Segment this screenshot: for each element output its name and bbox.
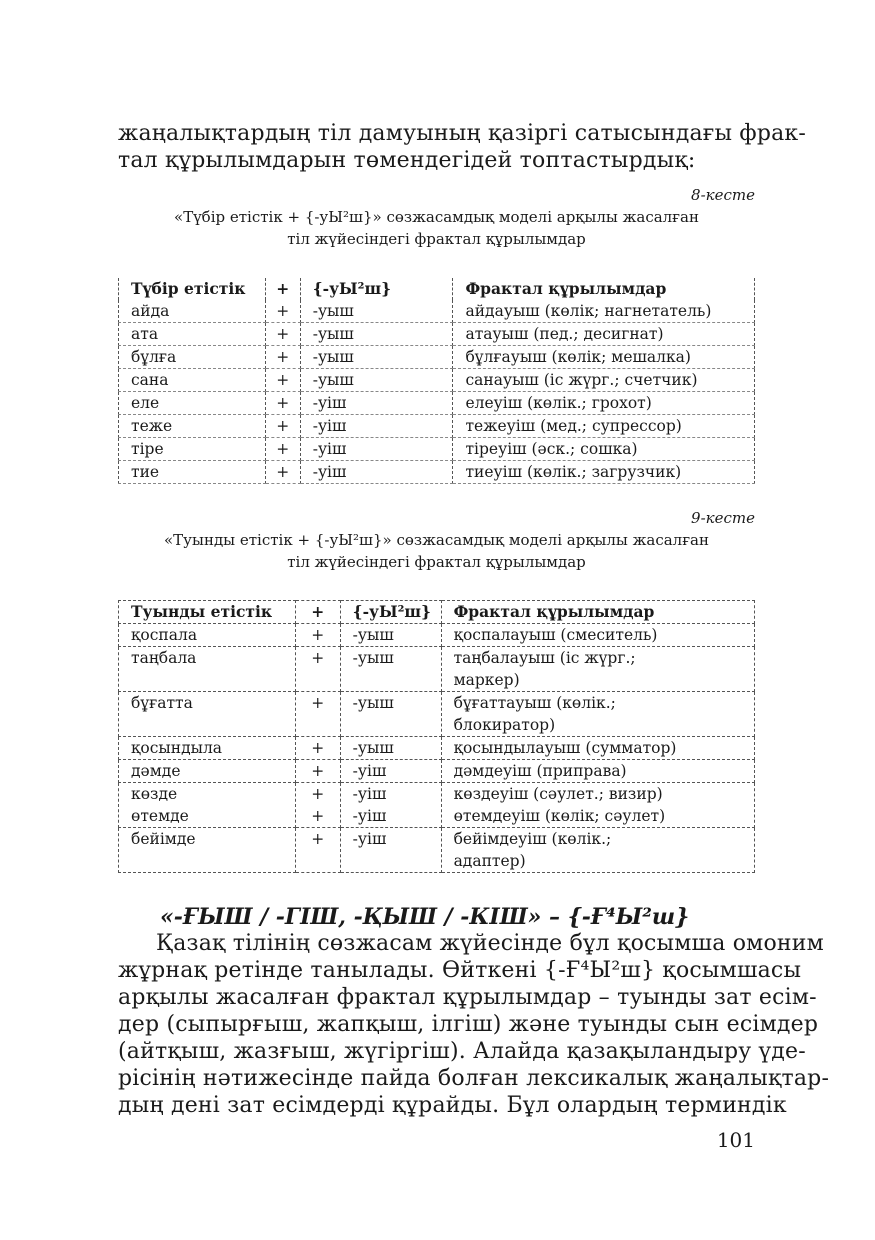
- caption-line: «Түбір етістік + {-уЫ²ш}» сөзжасамдық моделі арқылы жасалған: [174, 208, 699, 226]
- table-cell: Түбір етістік: [119, 278, 266, 300]
- text-line: жаңалықтардың тіл дамуының қазіргі сатысындағы фрак-: [118, 121, 807, 146]
- table-header-row: [119, 601, 755, 624]
- table-cell: +: [265, 346, 300, 369]
- table-cell: қоспалауыш (смеситель): [441, 624, 754, 647]
- table-cell: +: [295, 601, 340, 624]
- table-cell: ата: [119, 323, 266, 346]
- table-cell: -уіш: [340, 828, 441, 873]
- table-cell: тіре: [119, 438, 266, 461]
- table-cell: + +: [295, 783, 340, 828]
- table-cell: көзде өтемде: [119, 783, 296, 828]
- table-cell: елеуіш (көлік.; грохот): [453, 392, 755, 415]
- caption-line: тіл жүйесіндегі фрактал құрылымдар: [287, 553, 586, 571]
- table-cell: тие: [119, 461, 266, 484]
- table-row: [119, 783, 755, 828]
- caption-line: «Туынды етістік + {-уЫ²ш}» сөзжасамдық моделі арқылы жасалған: [164, 531, 709, 549]
- table-cell: бұлғауыш (көлік; мешалка): [453, 346, 755, 369]
- table-cell: +: [265, 438, 300, 461]
- table-cell: {-уЫ²ш}: [340, 601, 441, 624]
- table-cell: +: [265, 323, 300, 346]
- table-cell: {-уЫ²ш}: [300, 278, 453, 300]
- caption-line: тіл жүйесіндегі фрактал құрылымдар: [287, 230, 586, 248]
- table-cell: -уіш -уіш: [340, 783, 441, 828]
- table-9: [118, 600, 755, 873]
- table-row: [119, 300, 755, 323]
- table-row: [119, 438, 755, 461]
- text-line: тал құрылымдарын төмендегідей топтастырдық:: [118, 148, 696, 173]
- table-cell: +: [265, 369, 300, 392]
- table-cell: +: [265, 392, 300, 415]
- text-line: арқылы жасалған фрактал құрылымдар – туынды зат есім-: [118, 985, 817, 1010]
- table-cell: айда: [119, 300, 266, 323]
- table-cell: бұғаттауыш (көлік.; блокиратор): [441, 692, 754, 737]
- table-cell: -уыш: [300, 369, 453, 392]
- table-cell: Фрактал құрылымдар: [441, 601, 754, 624]
- page-number: 101: [716, 1128, 755, 1152]
- table-cell: +: [265, 461, 300, 484]
- table-header-row: [119, 278, 755, 300]
- table-cell: санауыш (іс жүрг.; счетчик): [453, 369, 755, 392]
- table-cell: +: [295, 737, 340, 760]
- table-cell: атауыш (пед.; десигнат): [453, 323, 755, 346]
- table-caption: [118, 206, 755, 250]
- table-row: [119, 415, 755, 438]
- table-cell: тіреуіш (әск.; сошка): [453, 438, 755, 461]
- table-cell: -уіш: [300, 461, 453, 484]
- table-cell: Туынды етістік: [119, 601, 296, 624]
- table-cell: тиеуіш (көлік.; загрузчик): [453, 461, 755, 484]
- table-cell: дәмде: [119, 760, 296, 783]
- table-cell: бұғатта: [119, 692, 296, 737]
- table-row: [119, 760, 755, 783]
- intro-paragraph: [118, 120, 807, 174]
- table-row: [119, 737, 755, 760]
- table-cell: +: [265, 415, 300, 438]
- table-cell: Фрактал құрылымдар: [453, 278, 755, 300]
- table-row: [119, 692, 755, 737]
- table-caption: [118, 529, 755, 573]
- section-paragraph: [118, 930, 830, 1119]
- table-cell: -уіш: [300, 415, 453, 438]
- table-cell: +: [295, 692, 340, 737]
- table-cell: бейімде: [119, 828, 296, 873]
- table-cell: қосындылауыш (сумматор): [441, 737, 754, 760]
- table-cell: бейімдеуіш (көлік.; адаптер): [441, 828, 754, 873]
- table-cell: -уіш: [300, 392, 453, 415]
- table-cell: тежеуіш (мед.; супрессор): [453, 415, 755, 438]
- table-cell: -уыш: [300, 323, 453, 346]
- text-line: Қазақ тілінің сөзжасам жүйесінде бұл қосымша омоним: [156, 931, 824, 956]
- table-cell: таңбала: [119, 647, 296, 692]
- table-cell: -уыш: [340, 647, 441, 692]
- table-cell: -уіш: [300, 438, 453, 461]
- table-cell: -уыш: [340, 737, 441, 760]
- table-cell: көздеуіш (сәулет.; визир) өтемдеуіш (көлік; сәулет): [441, 783, 754, 828]
- table-cell: +: [295, 828, 340, 873]
- table-cell: бұлға: [119, 346, 266, 369]
- table-8: [118, 278, 755, 484]
- table-cell: -уыш: [340, 692, 441, 737]
- table-cell: сана: [119, 369, 266, 392]
- table-cell: дәмдеуіш (приправа): [441, 760, 754, 783]
- table-number: 8-кесте: [691, 186, 755, 204]
- section-heading: «-ҒЫШ / -ГІШ, -ҚЫШ / -КІШ» – {-Ғ⁴Ы²ш}: [160, 904, 690, 930]
- text-line: жұрнақ ретінде танылады. Өйткені {-Ғ⁴Ы²ш} қосымшасы: [118, 958, 802, 983]
- text-line: рісінің нәтижесінде пайда болған лексикалық жаңалықтар-: [118, 1066, 830, 1091]
- text-line: дың дені зат есімдерді құрайды. Бұл олардың терминдік: [118, 1093, 787, 1118]
- table-cell: +: [295, 647, 340, 692]
- table-row: [119, 647, 755, 692]
- table-cell: +: [295, 624, 340, 647]
- table-row: [119, 828, 755, 873]
- table-cell: +: [265, 300, 300, 323]
- table-cell: -уыш: [340, 624, 441, 647]
- table-number: 9-кесте: [691, 509, 755, 527]
- table-cell: +: [265, 278, 300, 300]
- table-cell: қосындыла: [119, 737, 296, 760]
- table-cell: -уіш: [340, 760, 441, 783]
- table-cell: қоспала: [119, 624, 296, 647]
- table-cell: айдауыш (көлік; нагнетатель): [453, 300, 755, 323]
- table-row: [119, 461, 755, 484]
- table-row: [119, 369, 755, 392]
- table-cell: теже: [119, 415, 266, 438]
- table-row: [119, 624, 755, 647]
- table-cell: -уыш: [300, 300, 453, 323]
- text-line: дер (сыпырғыш, жапқыш, ілгіш) және туынды сын есімдер: [118, 1012, 819, 1037]
- table-row: [119, 346, 755, 369]
- text-line: (айтқыш, жазғыш, жүгіргіш). Алайда қазақыландыру үде-: [118, 1039, 806, 1064]
- table-row: [119, 392, 755, 415]
- table-cell: -уыш: [300, 346, 453, 369]
- table-row: [119, 323, 755, 346]
- table-cell: таңбалауыш (іс жүрг.; маркер): [441, 647, 754, 692]
- table-cell: еле: [119, 392, 266, 415]
- table-cell: +: [295, 760, 340, 783]
